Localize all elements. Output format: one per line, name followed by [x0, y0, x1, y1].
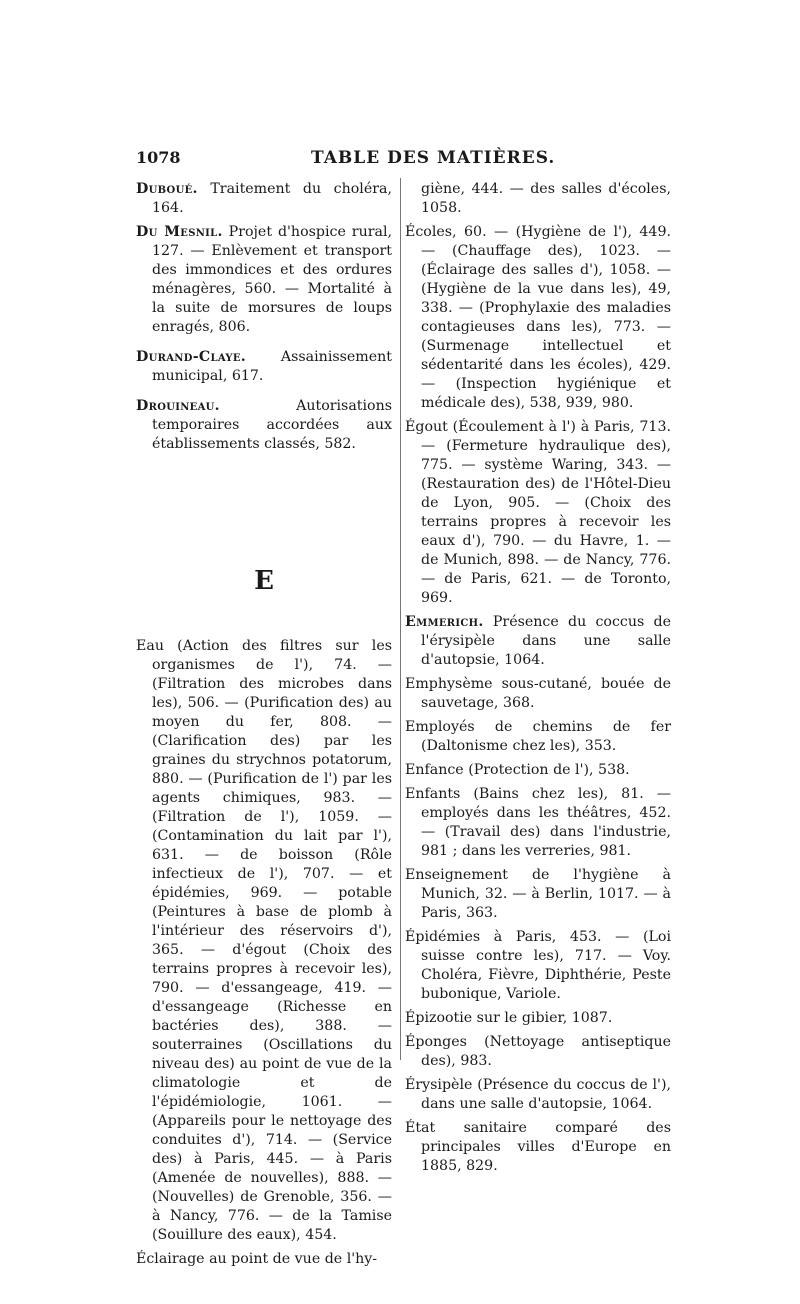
- index-entry: Éponges (Nettoyage antiseptique des), 983.: [405, 1034, 671, 1069]
- index-entry: Durand-Claye. Assainissement municipal, 617.: [136, 349, 392, 384]
- index-entry: Duboué. Traitement du choléra, 164.: [136, 181, 392, 216]
- page-number: 1078: [136, 148, 181, 167]
- index-entry: Épizootie sur le gibier, 1087.: [405, 1010, 613, 1026]
- running-title: TABLE DES MATIÈRES.: [311, 148, 556, 168]
- index-entry: Écoles, 60. — (Hygiène de l'), 449. — (Chauffage des), 1023. — (Éclairage des salles d'), 1058. — (Hygiène de la vue dans les), 49, 338. — (Prophylaxie des maladies contagieuses dans les), 773. — (Surmenage intellectuel et sédentarité dans les écoles), 429. — (Inspection hygiénique et médicale des), 538, 939, 980.: [405, 224, 671, 411]
- page-header: [136, 148, 666, 172]
- index-entry: Éclairage au point de vue de l'hy-: [136, 1251, 378, 1267]
- index-entry: Égout (Écoulement à l') à Paris, 713. — (Fermeture hydraulique des), 775. — système Waring, 343. — (Restauration des) de l'Hôtel-Dieu de Lyon, 905. — (Choix des terrains propres à recevoir les eaux d'), 790. — du Havre, 1. — de Munich, 898. — de Nancy, 776. — de Paris, 621. — de Toronto, 969.: [405, 419, 671, 606]
- index-entry: Enfants (Bains chez les), 81. — employés dans les théâtres, 452. — (Travail des) dans l'industrie, 981 ; dans les verreries, 981.: [405, 786, 671, 859]
- index-entry: Emphysème sous-cutané, bouée de sauvetage, 368.: [405, 676, 671, 711]
- index-entry: Drouineau. Autorisations temporaires accordées aux établissements classés, 582.: [136, 398, 392, 452]
- left-column: [136, 180, 392, 1280]
- section-letter: E: [254, 566, 274, 596]
- index-entry: Eau (Action des filtres sur les organismes de l'), 74. — (Filtration des microbes dans les), 506. — (Purification des) au moyen du fer, 808. — (Clarification des) par les graines du strychnos potatorum, 880. — (Purification de l') par les agents chimiques, 983. — (Filtration de l'), 1059. — (Contamination du lait par l'), 631. — de boisson (Rôle infectieux de l'), 707. — et épidémies, 969. — potable (Peintures à base de plomb à l'intérieur des réservoirs d'), 365. — d'égout (Choix des terrains propres à recevoir les), 790. — d'essangeage, 419. — d'essangeage (Richesse en bactéries des), 388. — souterraines (Oscillations du niveau des) au point de vue de la climatologie et de l'épidémiologie, 1061. — (Appareils pour le nettoyage des conduites d'), 714. — (Service des) à Paris, 445. — à Paris (Amenée de nouvelles), 888. — (Nouvelles) de Grenoble, 356. — à Nancy, 776. — de la Tamise (Souillure des eaux), 454.: [136, 638, 392, 1243]
- index-entry: État sanitaire comparé des principales villes d'Europe en 1885, 829.: [405, 1120, 671, 1174]
- column-divider: [400, 178, 401, 1060]
- index-entry: Épidémies à Paris, 453. — (Loi suisse contre les), 717. — Voy. Choléra, Fièvre, Diphthérie, Peste bubonique, Variole.: [405, 929, 671, 1002]
- index-entry: Érysipèle (Présence du coccus de l'), dans une salle d'autopsie, 1064.: [405, 1077, 671, 1112]
- index-entry: Enfance (Protection de l'), 538.: [405, 762, 630, 778]
- index-entry-continuation: giène, 444. — des salles d'écoles, 1058.: [421, 181, 671, 216]
- index-entry: Du Mesnil. Projet d'hospice rural, 127. — Enlèvement et transport des immondices et des ordures ménagères, 560. — Mortalité à la suite de morsures de loups enragés, 806.: [136, 224, 392, 335]
- index-entry: Employés de chemins de fer (Daltonisme chez les), 353.: [405, 719, 671, 754]
- index-entry: Enseignement de l'hygiène à Munich, 32. — à Berlin, 1017. — à Paris, 363.: [405, 867, 671, 921]
- index-entry: Emmerich. Présence du coccus de l'érysipèle dans une salle d'autopsie, 1064.: [405, 614, 672, 668]
- right-column: [405, 180, 671, 1181]
